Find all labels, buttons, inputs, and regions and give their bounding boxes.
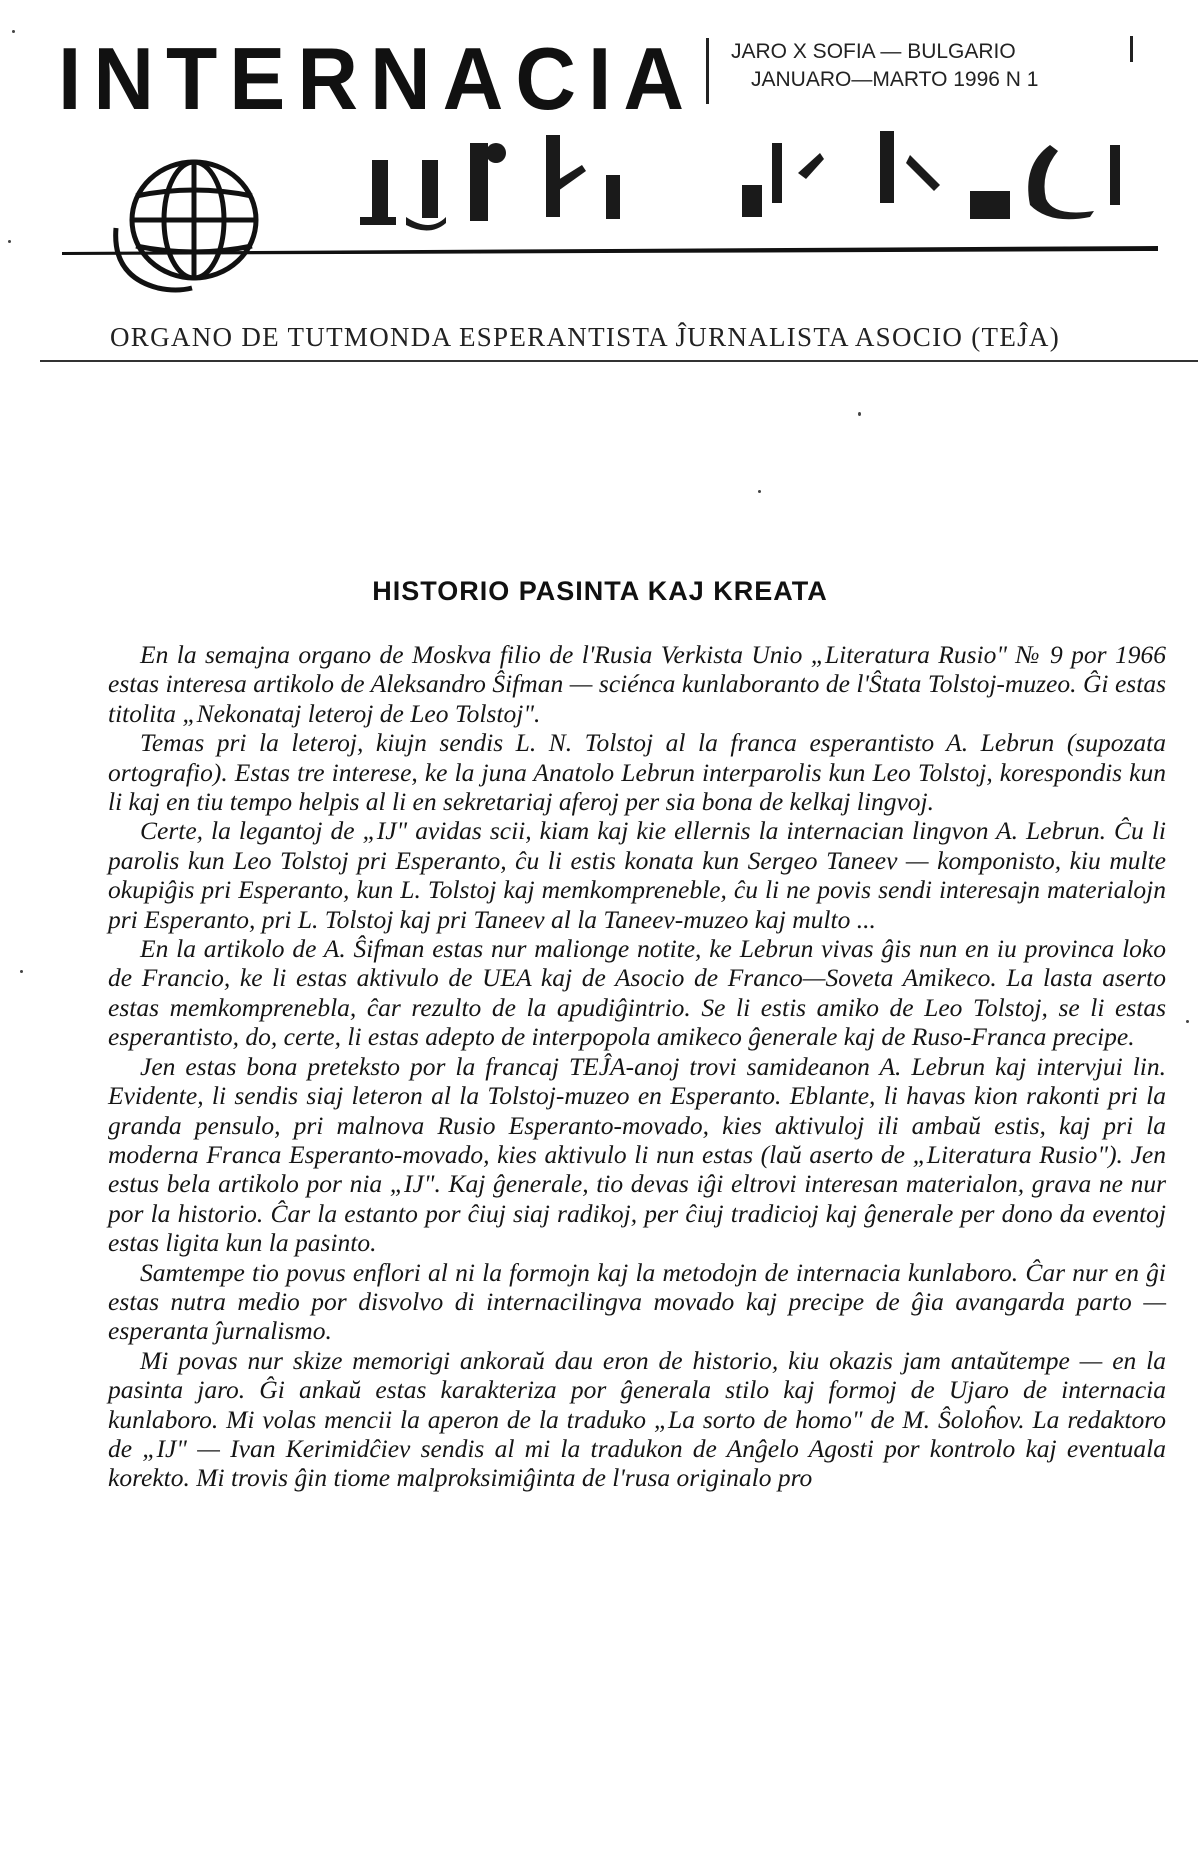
issue-date-number: JANUARO—MARTO 1996 N 1 — [751, 68, 1039, 91]
issue-mark — [1130, 36, 1133, 62]
scan-speck — [758, 490, 761, 493]
paragraph: En la artikolo de A. Ŝifman estas nur malionge notite, ke Lebrun vivas ĝis nun en iu provinca loko de Francio, ke li estas aktivulo de UEA kaj de Asocio de Franco—Soveta Amikeco. La lasta aserto estas memkomprenebla, ĉar rezulto de la apudiĝintrio. Se li estis amiko de Leo Tolstoj, se li estas esperantisto, do, certe, li estas adepto de interpopola amikeco ĝenerale kaj de Ruso-Franca precipe. — [108, 934, 1166, 1052]
globe-logo-icon — [96, 148, 286, 298]
paragraph: En la semajna organo de Moskva filio de l'Rusia Verkista Unio „Literatura Rusio" № 9 por 1966 estas interesa artikolo de Aleksandro Ŝifman — sciénca kunlaboranto de l'Ŝtata Tolstoj-muzeo. Ĝi estas titolita „Nekonataj leteroj de Leo Tolstoj". — [108, 640, 1166, 728]
scan-speck — [1186, 1020, 1189, 1023]
article-title: HISTORIO PASINTA KAJ KREATA — [372, 576, 828, 606]
scan-speck — [8, 240, 11, 243]
paragraph: Jen estas bona preteksto por la francaj TEĴA-anoj trovi samideanon A. Lebrun kaj intervjui lin. Evidente, li sendis siaj leteron al la Tolstoj-muzeo en Esperanto. Eblante, li havas kion rakonti pri la granda pensulo, pri malnova Rusio Esperanto-movado, kies aktivuloj ili ambaŭ estis, kaj pri la moderna Franca Esperanto-movado, kies aktivulo li nun estas (laŭ aserto de „Literatura Rusio"). Jen estus bela artikolo por nia „IJ". Kaj ĝenerale, tio devas iĝi eltrovi interesan materialon, grava ne nur por la historio. Ĉar la estanto por ĉiuj siaj radikoj, per ĉiuj tradicioj kaj ĝenerale per dono da eventoj estas ligita kun la pasinto. — [108, 1051, 1166, 1258]
scan-speck — [20, 970, 23, 973]
masthead-title: INTERNACIA — [58, 29, 696, 128]
masthead-subtitle-logotype — [350, 125, 1160, 235]
paragraph: Certe, la legantoj de „IJ" avidas scii, kiam kaj kie ellernis la internacian lingvon A. Lebrun. Ĉu li parolis kun Leo Tolstoj pri Esperanto, ĉu li estis konata kun Sergeo Taneev — komponisto, kiu multe okupiĝis pri Esperanto, kun L. Tolstoj kaj memkompreneble, ĉu li ne povis sendi interesajn materialojn pri Esperanto, pri L. Tolstoj kaj pri Taneev al la Taneev-muzeo kaj multo ... — [108, 816, 1166, 934]
publication-organ-line: ORGANO DE TUTMONDA ESPERANTISTA ĴURNALISTA ASOCIO (TEĴA) — [110, 322, 1061, 352]
header-divider — [40, 360, 1198, 362]
scan-speck — [858, 412, 861, 416]
masthead-rule — [62, 244, 1158, 256]
paragraph: Samtempe tio povus enflori al ni la formojn kaj la metodojn de internacia kunlaboro. Ĉar nur en ĝi estas nutra medio por disvolvo di internacilingva movado kaj precipe de ĝia avangarda parto — esperanta ĵurnalismo. — [108, 1257, 1166, 1346]
issue-info — [706, 38, 1106, 104]
scan-speck — [12, 30, 15, 33]
paragraph: Mi povas nur skize memorigi ankoraŭ dau eron de historio, kiu okazis jam antaŭtempe — en la pasinta jaro. Ĝi ankaŭ estas karakteriza por ĝenerala stilo kaj formoj de Ujaro de internacia kunlaboro. Mi volas mencii la aperon de la traduko „La sorto de homo" de M. Ŝoloĥov. La redaktoro de „IJ" — Ivan Kerimidĉiev sendis al mi la tradukon de Anĝelo Agosti por kontrolo kaj eventuala korekto. Mi trovis ĝin tiome malproksimiĝinta de l'rusa originalo pro — [108, 1345, 1166, 1493]
article-body — [108, 640, 1166, 1493]
paragraph: Temas pri la leteroj, kiujn sendis L. N. Tolstoj al la franca esperantisto A. Lebrun (supozata ortografio). Estas tre interese, ke la juna Anatolo Lebrun interparolis kun Leo Tolstoj, korespondis kun li kaj en tiu tempo helpis al li en sekretariaj aferoj per sia bona de kelkaj lingvoj. — [108, 728, 1166, 817]
issue-year-place: JARO X SOFIA — BULGARIO — [731, 40, 1016, 63]
